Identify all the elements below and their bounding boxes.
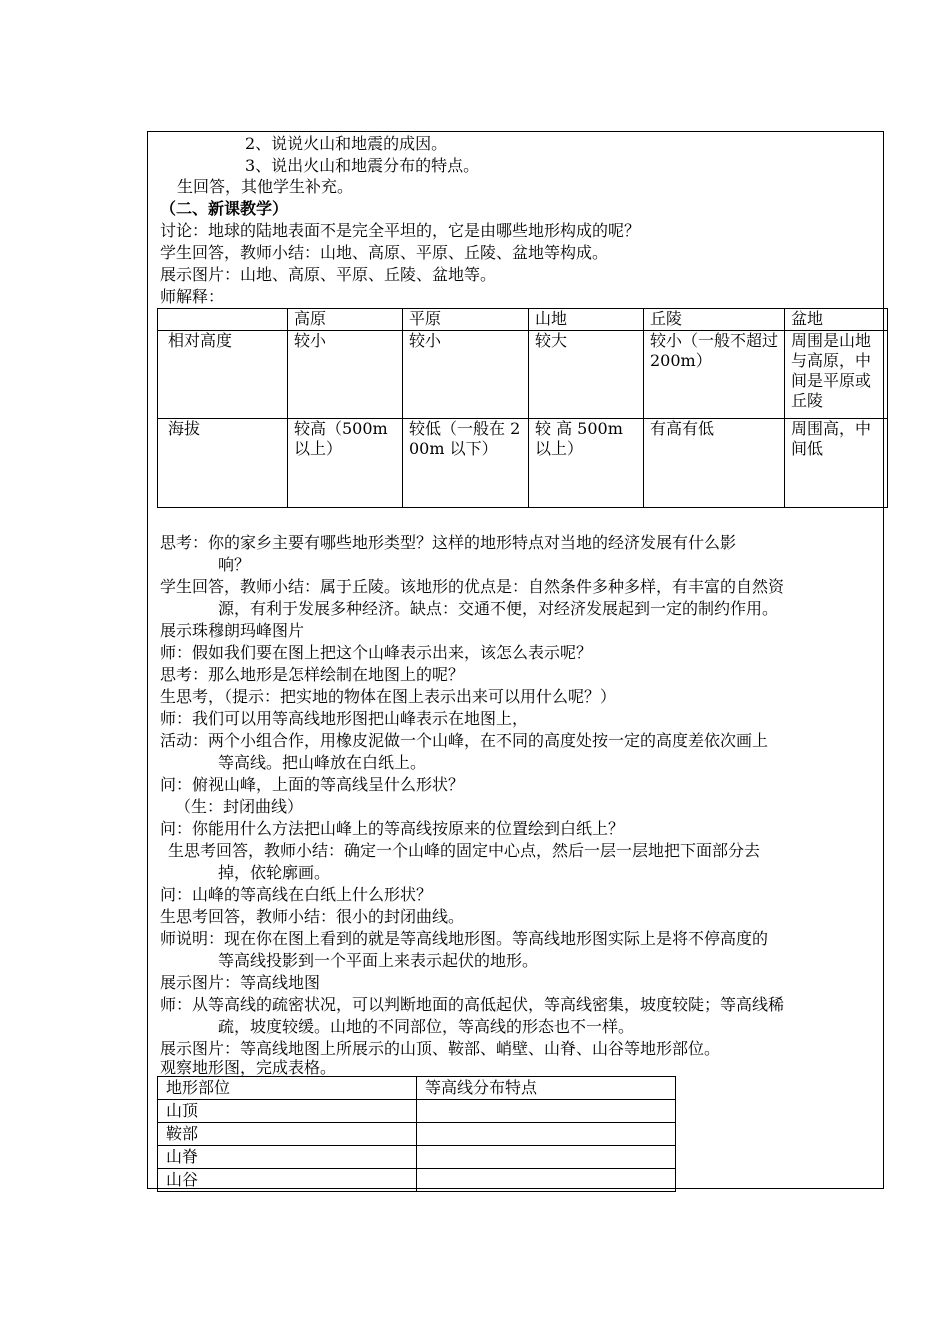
table-cell: 较大 (529, 331, 644, 419)
teacher-3-cont: 等高线投影到一个平面上来表示起伏的地形。 (218, 951, 539, 970)
question-2: 2、说说火山和地震的成因。 (245, 134, 448, 153)
table-cell (417, 1146, 676, 1169)
think-2: 思考：那么地形是怎样绘制在地图上的呢？ (160, 665, 465, 684)
table-cell: 较 高 500m 以上） (529, 419, 644, 508)
table-header: 山地 (529, 309, 644, 331)
table-row (158, 309, 888, 331)
table-row (158, 419, 888, 508)
show-qomolangma: 展示珠穆朗玛峰图片 (160, 621, 305, 640)
table-row (158, 1146, 676, 1169)
teacher-3: 师说明：现在你在图上看到的就是等高线地形图。等高线地形图实际上是将不停高度的 (160, 929, 769, 948)
table-cell (417, 1169, 676, 1192)
answer-3: 生思考回答，教师小结：很小的封闭曲线。 (160, 907, 465, 926)
activity: 活动：两个小组合作，用橡皮泥做一个山峰，在不同的高度处按一定的高度差依次画上 (160, 731, 769, 750)
section-heading: （二、新课教学） (160, 199, 289, 218)
table-cell: 较小（一般不超过200m） (644, 331, 785, 419)
think-1-cont: 响？ (218, 555, 251, 574)
table-cell: 相对高度 (158, 331, 288, 419)
answer-closed: （生：封闭曲线） (175, 797, 304, 816)
ask-1: 问：俯视山峰，上面的等高线呈什么形状？ (160, 775, 465, 794)
teacher-4-cont: 疏，坡度较缓。山地的不同部位，等高线的形态也不一样。 (218, 1017, 635, 1036)
table-cell: 山谷 (158, 1169, 417, 1192)
teacher-explain: 师解释： (160, 287, 225, 306)
student-think: 生思考，（提示：把实地的物体在图上表示出来可以用什么呢？） (160, 687, 617, 706)
show-parts: 展示图片：等高线地图上所展示的山顶、鞍部、峭壁、山脊、山谷等地形部位。 (160, 1039, 721, 1058)
think-1: 思考：你的家乡主要有哪些地形类型？这样的地形特点对当地的经济发展有什么影 (160, 533, 737, 552)
ask-2: 问：你能用什么方法把山峰上的等高线按原来的位置绘到白纸上？ (160, 819, 625, 838)
question-3: 3、说出火山和地震分布的特点。 (245, 156, 480, 175)
table-row (158, 331, 888, 419)
teacher-4: 师：从等高线的疏密状况，可以判断地面的高低起伏，等高线密集，坡度较陡；等高线稀 (160, 995, 785, 1014)
table-cell: 较小 (288, 331, 403, 419)
discussion: 讨论：地球的陆地表面不是完全平坦的，它是由哪些地形构成的呢？ (160, 221, 641, 240)
answer-1: 学生回答，教师小结：属于丘陵。该地形的优点是：自然条件多种多样，有丰富的自然资 (160, 577, 785, 596)
table-cell: 周围高，中间低 (785, 419, 888, 508)
table-header (158, 309, 288, 331)
table-header: 高原 (288, 309, 403, 331)
table-cell: 有高有低 (644, 419, 785, 508)
table-header: 盆地 (785, 309, 888, 331)
show-contour: 展示图片：等高线地图 (160, 973, 321, 992)
show-pictures: 展示图片：山地、高原、平原、丘陵、盆地等。 (160, 265, 497, 284)
table-cell: 周围是山地与高原，中间是平原或丘陵 (785, 331, 888, 419)
table-header: 等高线分布特点 (417, 1077, 676, 1100)
table-header: 丘陵 (644, 309, 785, 331)
activity-cont: 等高线。把山峰放在白纸上。 (218, 753, 427, 772)
table-cell: 较高（500m以上） (288, 419, 403, 508)
answer-2-cont: 掉，依轮廓画。 (218, 863, 331, 882)
terrain-table (157, 308, 888, 508)
table-row (158, 1169, 676, 1192)
table-cell: 鞍部 (158, 1123, 417, 1146)
table-row (158, 1123, 676, 1146)
table-header: 地形部位 (158, 1077, 417, 1100)
table-cell: 较低（一般在 200m 以下） (403, 419, 529, 508)
table-cell (417, 1123, 676, 1146)
table-header: 平原 (403, 309, 529, 331)
answer-1-cont: 源，有利于发展多种经济。缺点：交通不便，对经济发展起到一定的制约作用。 (218, 599, 779, 618)
observe: 观察地形图，完成表格。 (160, 1058, 337, 1077)
ask-3: 问：山峰的等高线在白纸上什么形状？ (160, 885, 433, 904)
table-row (158, 1100, 676, 1123)
parts-table (157, 1076, 676, 1192)
table-cell: 海拔 (158, 419, 288, 508)
student-answer: 生回答，其他学生补充。 (177, 177, 354, 196)
teacher-summary: 学生回答，教师小结：山地、高原、平原、丘陵、盆地等构成。 (160, 243, 609, 262)
table-cell: 山脊 (158, 1146, 417, 1169)
teacher-2: 师：我们可以用等高线地形图把山峰表示在地图上， (160, 709, 529, 728)
table-cell (417, 1100, 676, 1123)
teacher-1: 师：假如我们要在图上把这个山峰表示出来，该怎么表示呢？ (160, 643, 593, 662)
table-cell: 较小 (403, 331, 529, 419)
answer-2: 生思考回答，教师小结：确定一个山峰的固定中心点，然后一层一层地把下面部分去 (168, 841, 761, 860)
table-row (158, 1077, 676, 1100)
table-cell: 山顶 (158, 1100, 417, 1123)
